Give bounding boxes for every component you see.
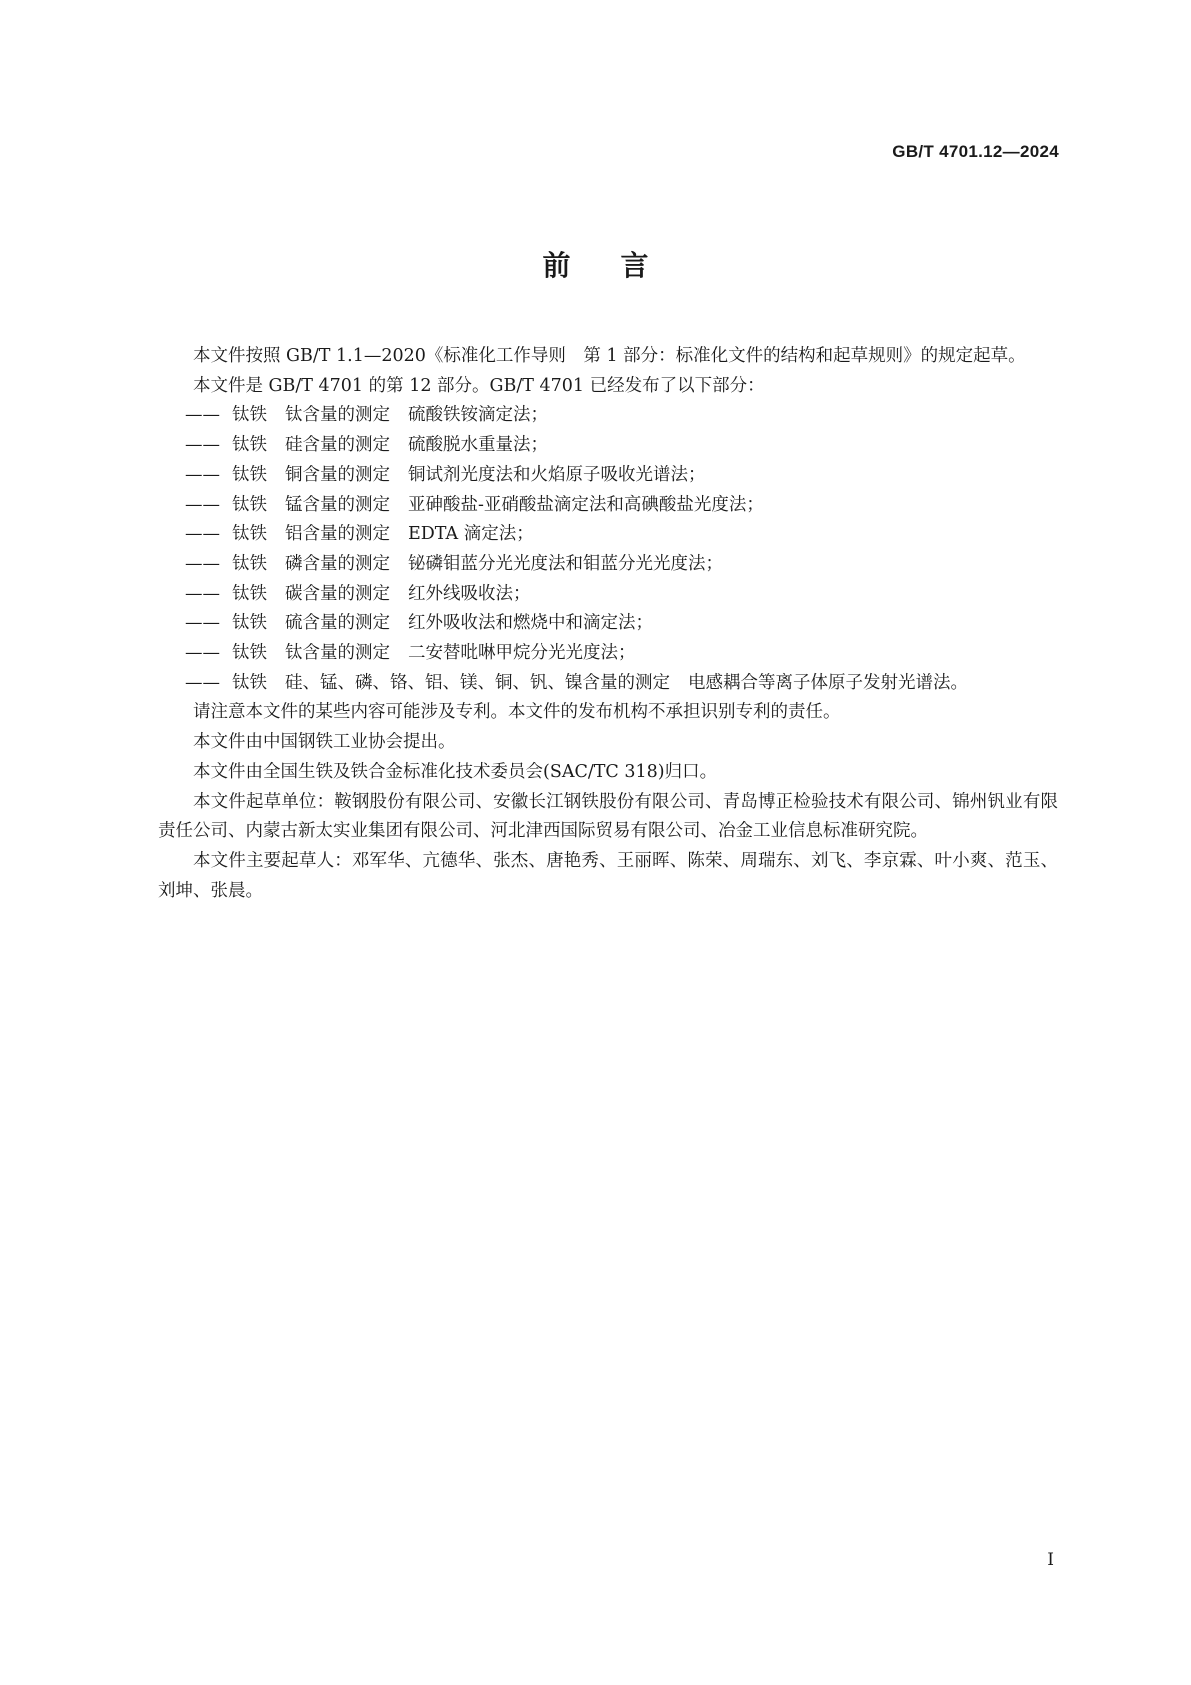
foreword-body (158, 342, 1058, 906)
list-item: —— 钛铁 硅含量的测定 硫酸脱水重量法； (185, 435, 548, 456)
document-code: GB/T 4701.12—2024 (892, 142, 1059, 161)
page-title: 前言 (542, 249, 699, 282)
paragraph-series-intro: 本文件是 GB/T 4701 的第 12 部分。GB/T 4701 已经发布了以下部分： (193, 375, 765, 396)
paragraph-drafting-units: 本文件起草单位：鞍钢股份有限公司、安徽长江钢铁股份有限公司、青岛博正检验技术有限公司、锦州钒业有限责任公司、内蒙古新太实业集团有限公司、河北津西国际贸易有限公司、冶金工业信息标准研究院。 (158, 791, 1058, 842)
page-number: I (1047, 1550, 1054, 1570)
paragraph-patent-notice: 请注意本文件的某些内容可能涉及专利。本文件的发布机构不承担识别专利的责任。 (193, 702, 841, 723)
list-item: —— 钛铁 钛含量的测定 硫酸铁铵滴定法； (185, 405, 548, 426)
list-item: —— 钛铁 铝含量的测定 EDTA 滴定法； (185, 524, 534, 545)
list-item: —— 钛铁 磷含量的测定 铋磷钼蓝分光光度法和钼蓝分光光度法； (185, 553, 723, 574)
paragraph-proposed-by: 本文件由中国钢铁工业协会提出。 (193, 732, 456, 753)
list-item: —— 钛铁 碳含量的测定 红外线吸收法； (185, 583, 531, 604)
list-item: —— 钛铁 锰含量的测定 亚砷酸盐-亚硝酸盐滴定法和高碘酸盐光度法； (185, 494, 764, 515)
list-item: —— 钛铁 钛含量的测定 二安替吡啉甲烷分光光度法； (185, 643, 636, 664)
list-item: —— 钛铁 硫含量的测定 红外吸收法和燃烧中和滴定法； (185, 613, 653, 634)
list-item: —— 钛铁 铜含量的测定 铜试剂光度法和火焰原子吸收光谱法； (185, 464, 706, 485)
paragraph-drafting-rules: 本文件按照 GB/T 1.1—2020《标准化工作导则 第 1 部分：标准化文件的结构和起草规则》的规定起草。 (193, 346, 1026, 366)
paragraph-managed-by: 本文件由全国生铁及铁合金标准化技术委员会(SAC/TC 318)归口。 (193, 761, 718, 782)
paragraph-drafters: 本文件主要起草人：邓军华、亢德华、张杰、唐艳秀、王丽晖、陈荣、周瑞东、刘飞、李京霖、叶小爽、范玉、刘坤、张晨。 (158, 850, 1058, 901)
parts-list (158, 401, 1058, 698)
list-item: —— 钛铁 硅、锰、磷、铬、铝、镁、铜、钒、镍含量的测定 电感耦合等离子体原子发射光谱法。 (185, 672, 968, 693)
